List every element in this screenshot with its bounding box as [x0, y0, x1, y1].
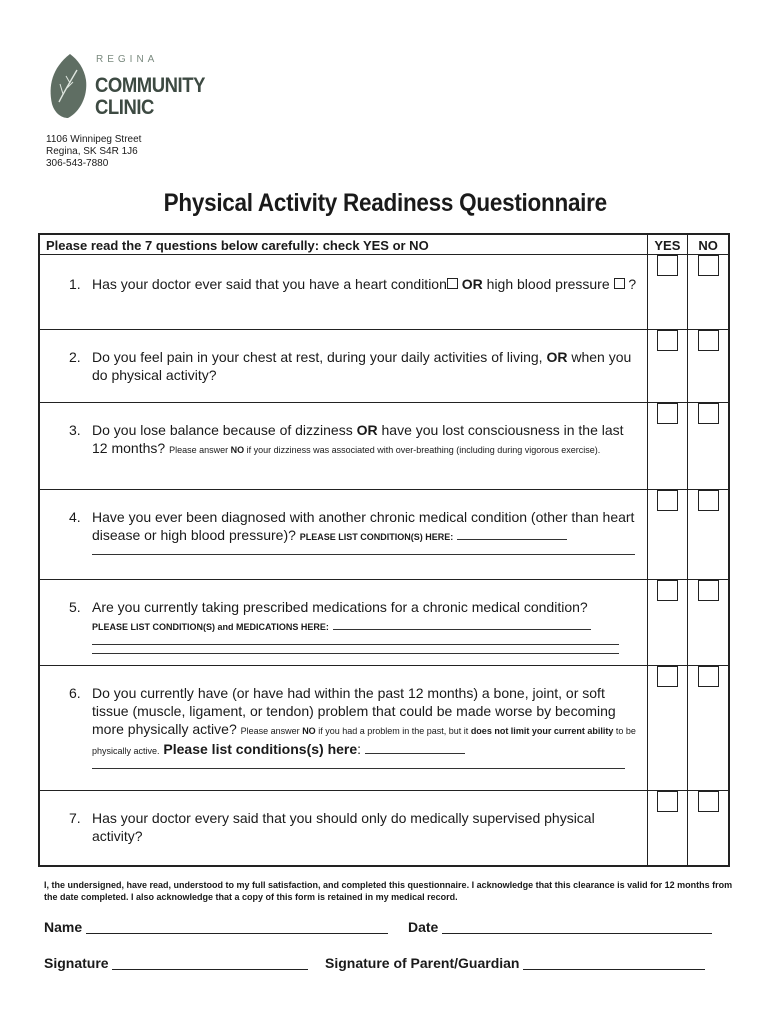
question-row-3: [39, 403, 729, 490]
address-city: Regina, SK S4R 1J6: [46, 146, 138, 157]
question-row-2: [39, 330, 729, 403]
question-5-text: 5. Are you currently taking prescribed medications for a chronic medical condition? PLEASE LIST CONDITION(S) and MEDICATIONS HERE:: [40, 580, 647, 654]
clinic-address: [46, 134, 141, 170]
question-2-text: 2. Do you feel pain in your chest at rest, during your daily activities of living, OR when you do physical activity?: [69, 349, 632, 383]
q6-yes-checkbox[interactable]: [657, 666, 678, 687]
q4-yes-checkbox[interactable]: [657, 490, 678, 511]
date-input[interactable]: [442, 933, 712, 934]
question-1-text: 1. Has your doctor ever said that you have a heart condition OR high blood pressure ?: [69, 276, 637, 292]
page-title: Physical Activity Readiness Questionnaire: [163, 189, 607, 217]
name-field: [44, 919, 388, 935]
question-row-1: [39, 255, 729, 330]
q1-yes-checkbox[interactable]: [657, 255, 678, 276]
date-field: [408, 919, 712, 935]
declaration-text: I, the undersigned, have read, understood to my full satisfaction, and completed this questionnaire. I acknowledge that this clearance is valid for 12 months from the date completed. I also acknowledge that a copy of this form is retained in my medical record.: [44, 880, 733, 902]
signature-input[interactable]: [112, 969, 308, 970]
question-row-4: [39, 490, 729, 580]
q4-conditions-line-2[interactable]: [92, 546, 635, 555]
q1-no-checkbox[interactable]: [698, 255, 719, 276]
name-label: Name: [44, 919, 83, 935]
q5-medications-line-3[interactable]: [92, 645, 619, 654]
q3-yes-checkbox[interactable]: [657, 403, 678, 424]
table-header-row: [39, 234, 729, 255]
q3-no-checkbox[interactable]: [698, 403, 719, 424]
instruction-cell: [39, 234, 647, 255]
question-7-text: 7. Has your doctor every said that you should only do medically supervised physical activity?: [69, 810, 595, 844]
q2-yes-checkbox[interactable]: [657, 330, 678, 351]
q7-yes-checkbox[interactable]: [657, 791, 678, 812]
high-blood-pressure-checkbox[interactable]: [614, 278, 625, 289]
instruction-text: Please read the 7 questions below carefully: check YES or NO: [46, 238, 429, 253]
parent-signature-label: Signature of Parent/Guardian: [325, 955, 520, 971]
question-row-7: [39, 791, 729, 867]
signature-label: Signature: [44, 955, 109, 971]
heart-condition-checkbox[interactable]: [447, 278, 458, 289]
q6-no-checkbox[interactable]: [698, 666, 719, 687]
question-6-text: 6. Do you currently have (or have had within the past 12 months) a bone, joint, or soft tissue (muscle, ligament, or tendon) problem that could be made worse by becoming more physically active? Please answer NO if you had a problem in the past, but it does not limit your current ability to be physically active. Please list conditions(s) here:: [40, 666, 647, 769]
address-street: 1106 Winnipeg Street: [46, 134, 142, 145]
parent-signature-input[interactable]: [523, 969, 705, 970]
question-row-5: [39, 580, 729, 666]
q6-conditions-field[interactable]: [365, 753, 465, 754]
q5-yes-checkbox[interactable]: [657, 580, 678, 601]
address-phone: 306-543-7880: [46, 158, 109, 169]
logo-clinic: CLINIC: [95, 96, 154, 119]
q7-no-checkbox[interactable]: [698, 791, 719, 812]
parent-signature-field: [325, 955, 705, 971]
question-3-text: 3. Do you lose balance because of dizziness OR have you lost consciousness in the last 12 months? Please answer NO if your dizziness was associated with over-breathing (including during vigorous exercise).: [69, 422, 624, 456]
q5-medications-field[interactable]: [333, 629, 591, 630]
q6-conditions-line-2[interactable]: [92, 760, 625, 769]
q5-no-checkbox[interactable]: [698, 580, 719, 601]
name-input[interactable]: [86, 933, 388, 934]
q4-conditions-field[interactable]: [457, 539, 567, 540]
date-label: Date: [408, 919, 439, 935]
q4-no-checkbox[interactable]: [698, 490, 719, 511]
yes-header: YES: [654, 238, 681, 253]
logo-regina: REGINA: [96, 54, 159, 65]
no-header: NO: [698, 238, 718, 253]
logo-community: COMMUNITY: [95, 74, 205, 97]
question-4-text: 4. Have you ever been diagnosed with another chronic medical condition (other than heart disease or high blood pressure)? PLEASE LIST CONDITION(S) HERE:: [40, 490, 647, 555]
leaf-icon: [46, 52, 92, 120]
clinic-logo: [46, 52, 206, 124]
questionnaire-table: [38, 233, 730, 867]
question-row-6: [39, 666, 729, 791]
question-3-note: Please answer NO if your dizziness was associated with over-breathing (including during vigorous exercise).: [169, 445, 601, 455]
signature-field: [44, 955, 308, 971]
q2-no-checkbox[interactable]: [698, 330, 719, 351]
q5-medications-line-2[interactable]: [92, 636, 619, 645]
question-6-note: Please answer NO if you had a problem in the past, but it does not limit your current ability to be physically active.: [92, 726, 636, 756]
